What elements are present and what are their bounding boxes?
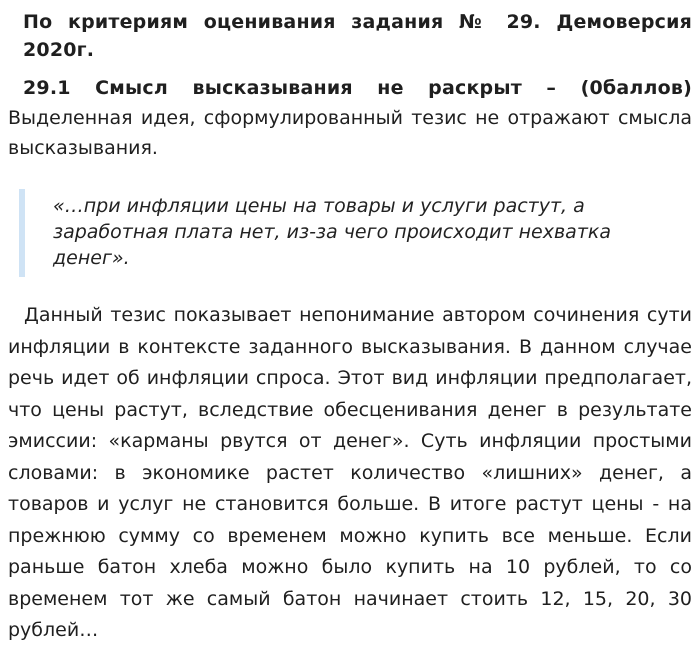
analysis-paragraph: Данный тезис показывает непонимание автором сочинения сути инфляции в контексте заданного высказывания. В данном случае речь идет об инфляции спроса. Этот вид инфляции предполагает, что цены растут, вследствие обесценивания денег в результате эмиссии: «карманы рвутся от денег». Суть инфляции простыми словами: в экономике растет количество «лишних» денег, а товаров и услуг не становится больше. В итоге растут цены - на прежнюю сумму со временем можно купить все меньше. Если раньше батон хлеба можно было купить на 10 рублей, то со временем тот же самый батон начинает стоить 12, 15, 20, 30 рублей… [8,304,692,641]
criterion-description: Выделенная идея, сформулированный тезис не отражают смысла высказывания. [8,107,692,159]
thesis-quote-block [19,189,692,277]
criterion-heading: 29.1 Смысл высказывания не раскрыт – (0баллов) [23,77,692,99]
document-title: По критериям оценивания задания № 29. Демоверсия 2020г. [23,11,692,61]
thesis-quote-text: «…при инфляции цены на товары и услуги растут, а заработная плата нет, из-за чего происходит нехватка денег». [53,195,612,269]
